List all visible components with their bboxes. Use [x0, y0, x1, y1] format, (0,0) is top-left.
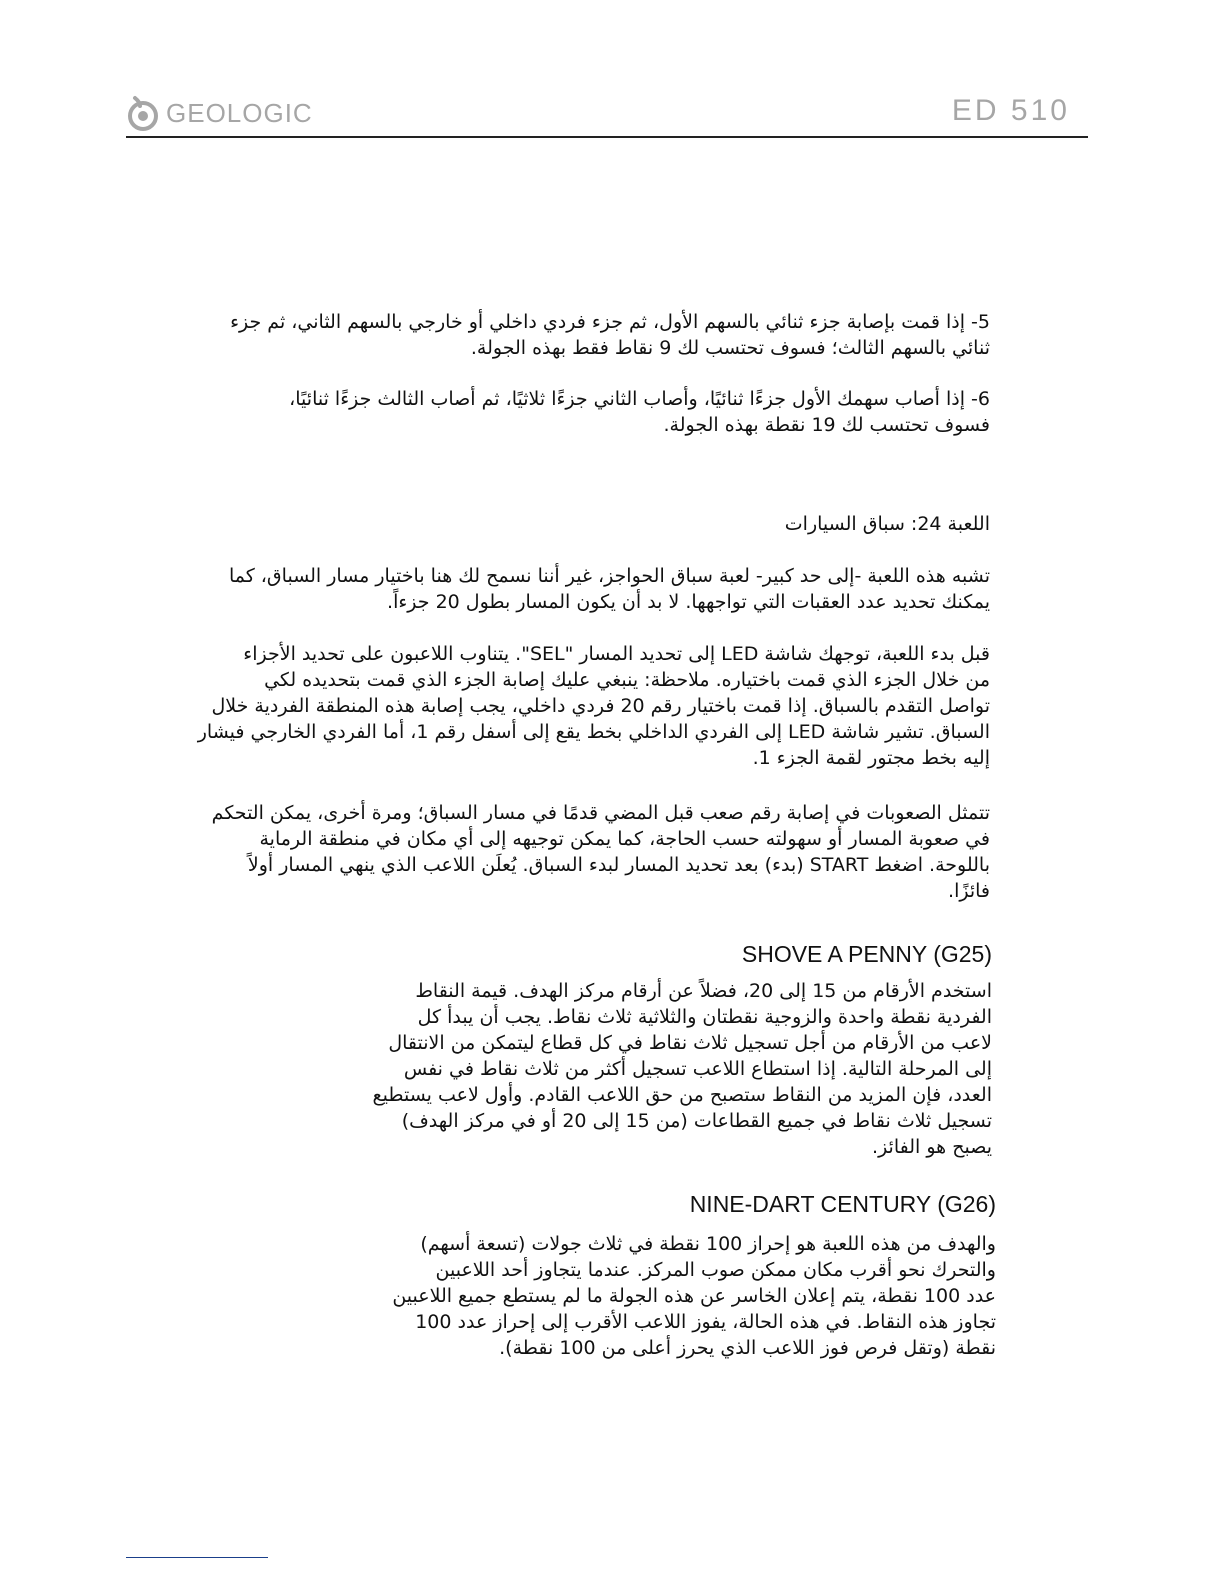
text-line: في صعوبة المسار أو سهولته حسب الحاجة، كما يمكن توجيهه إلى أي مكان في منطقة الرماية [259, 828, 990, 850]
text-line: يصبح هو الفائز. [872, 1136, 992, 1158]
text-line: قبل بدء اللعبة، توجهك شاشة LED إلى تحديد المسار "SEL". يتناوب اللاعبون على تحديد الأجزاء [243, 643, 990, 665]
text-line: العدد، فإن المزيد من النقاط ستصبح من حق اللاعب القادم. وأول لاعب يستطيع [372, 1084, 992, 1106]
text-line: إلى المرحلة التالية. إذا استطاع اللاعب تسجيل أكثر من ثلاث نقاط في نفس [403, 1058, 992, 1080]
text-line: 5- إذا قمت بإصابة جزء ثنائي بالسهم الأول، ثم جزء فردي داخلي أو خارجي بالسهم الثاني، ثم جزء [230, 311, 990, 333]
game-24-paragraph-1 [228, 563, 990, 615]
text-line: لاعب من الأرقام من أجل تسجيل ثلاث نقاط في كل قطاع ليتمكن من الانتقال [388, 1032, 992, 1054]
text-line: من خلال الجزء الذي قمت باختياره. ملاحظة: ينبغي عليك إصابة الجزء الذي قمت بتحديده لكي [264, 669, 990, 691]
footnote-divider [126, 1557, 268, 1558]
page-header [126, 92, 1088, 138]
text-line: تسجيل ثلاث نقاط في جميع القطاعات (من 15 إلى 20 أو في مركز الهدف) [401, 1110, 992, 1132]
game-26-heading: NINE-DART CENTURY (G26) [689, 1191, 996, 1217]
text-line: استخدم الأرقام من 15 إلى 20، فضلاً عن أرقام مركز الهدف. قيمة النقاط [415, 980, 992, 1002]
text-line: تتمثل الصعوبات في إصابة رقم صعب قبل المضي قدمًا في مسار السباق؛ ومرة أخرى، يمكن التحكم [211, 802, 990, 824]
game-25-body [372, 978, 992, 1160]
text-line: السباق. تشير شاشة LED إلى الفردي الداخلي بخط يقع إلى أسفل رقم 1، أما الفردي الخارجي فيشار [197, 721, 990, 743]
text-line: تواصل التقدم بالسباق. إذا قمت باختيار رقم 20 فردي داخلي، يجب إصابة هذه المنطقة الفردية خلال [211, 695, 990, 717]
rule-item-5 [230, 309, 990, 361]
game-24-paragraph-2 [197, 641, 990, 771]
game-25-heading: SHOVE A PENNY (G25) [741, 941, 992, 967]
text-line: فسوف تحتسب لك 19 نقطة بهذه الجولة. [663, 414, 990, 436]
model-name: ED 510 [951, 94, 1070, 127]
header-divider [126, 136, 1088, 138]
geologic-logo-icon [126, 94, 160, 132]
rule-item-6 [270, 386, 990, 438]
text-line: يمكنك تحديد عدد العقبات التي تواجهها. لا بد أن يكون المسار بطول 20 جزءاً. [387, 591, 990, 613]
text-line: والهدف من هذه اللعبة هو إحراز 100 نقطة في ثلاث جولات (تسعة أسهم) [420, 1233, 996, 1255]
text-line: تجاوز هذه النقاط. في هذه الحالة، يفوز اللاعب الأقرب إلى إحراز عدد 100 [415, 1311, 996, 1333]
text-line: إليه بخط مجتور لقمة الجزء 1. [752, 747, 990, 769]
section-title: اللعبة 24: سباق السيارات [784, 513, 990, 535]
text-line: تشبه هذه اللعبة -إلى حد كبير- لعبة سباق الحواجز، غير أننا نسمح لك هنا باختيار مسار السباق، كما [228, 565, 990, 587]
text-line: الفردية نقطة واحدة والزوجية نقطتان والثلاثية ثلاث نقاط. يجب أن يبدأ كل [417, 1006, 992, 1028]
text-line: فائزًا. [948, 880, 990, 902]
game-24-paragraph-3 [211, 800, 990, 904]
game-26-body [392, 1231, 996, 1361]
text-line: نقطة (وتقل فرص فوز اللاعب الذي يحرز أعلى من 100 نقطة). [499, 1337, 996, 1359]
brand-name: GEOLOGIC [166, 97, 313, 128]
text-line: ثنائي بالسهم الثالث؛ فسوف تحتسب لك 9 نقاط فقط بهذه الجولة. [470, 337, 990, 359]
text-line: عدد 100 نقطة، يتم إعلان الخاسر عن هذه الجولة ما لم يستطع جميع اللاعبين [392, 1285, 996, 1307]
brand-logo [126, 94, 313, 132]
text-line: 6- إذا أصاب سهمك الأول جزءًا ثنائيًا، وأصاب الثاني جزءًا ثلاثيًا، ثم أصاب الثالث جزءًا ثنائيًا، [289, 388, 990, 410]
game-24-title [270, 511, 990, 537]
text-line: والتحرك نحو أقرب مكان ممكن صوب المركز. عندما يتجاوز أحد اللاعبين [435, 1259, 996, 1281]
text-line: باللوحة. اضغط START (بدء) بعد تحديد المسار لبدء السباق. يُعلَن اللاعب الذي ينهي المسار أولاً [247, 854, 990, 876]
